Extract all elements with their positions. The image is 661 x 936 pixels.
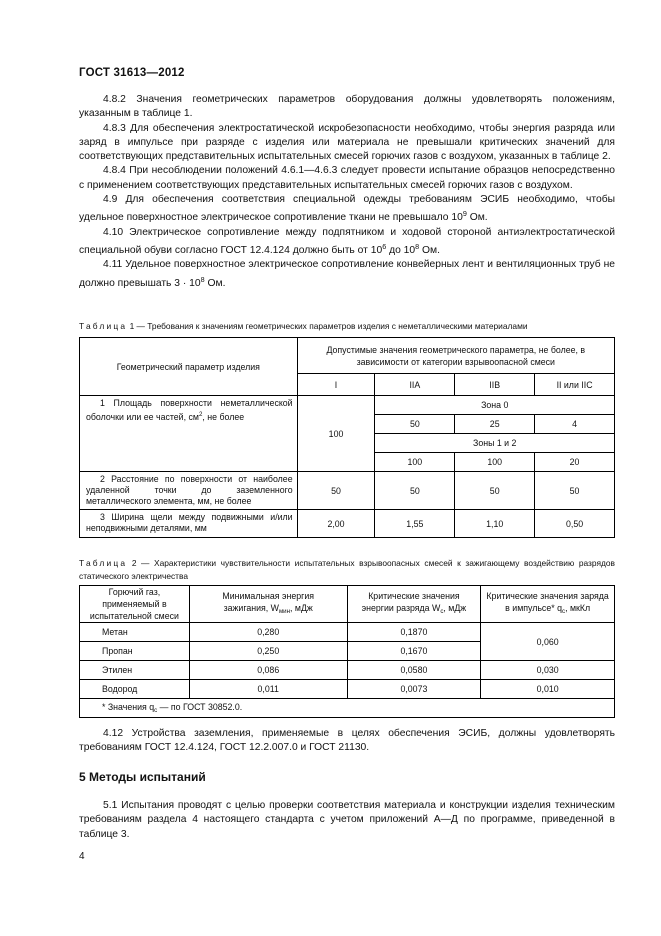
t2-row-q: 0,030 [481,661,615,680]
t1-row3-param: 3 Ширина щели между подвижными и/или неподвижными деталями, мм [80,510,298,538]
clause-4-11: 4.11 Удельное поверхностное электрическое сопротивление конвейерных лент и вентиляционных труб не должно превышать $3 \cdot 10^8$ Ом. [79,259,615,289]
t1-row2-v2: 50 [375,472,455,510]
t2-q-merged: 0,060 [481,623,615,661]
t2-row-q: 0,010 [481,680,615,699]
t1-row1-cat1: 100 [297,396,375,472]
t1-row2-v1: 50 [297,472,375,510]
t1-row2-v3: 50 [455,472,535,510]
t2-head-gas: Горючий газ, применяемый в испытательной смеси [80,586,190,623]
clause-4-12-block [79,727,615,756]
t1-zone0-v3: 4 [535,415,615,434]
t2-row-gas: Метан [80,623,190,642]
table2 [79,585,615,718]
clauses-4-8-to-4-11 [79,93,615,291]
t2-row-gas: Этилен [80,661,190,680]
t1-zone12-v2: 100 [455,453,535,472]
clause-5-1-block [79,799,615,842]
t2-row-w: 0,250 [189,642,347,661]
t1-row1-param: 1 Площадь поверхности неметаллической оболочки или ее частей, $см^2$, не более [80,396,298,472]
t1-cat-4: II или IIC [535,374,615,396]
t2-row-w: 0,280 [189,623,347,642]
t1-zone0-v2: 25 [455,415,535,434]
t2-head-wc: Критические значения энергии разряда $W_c$, мДж [347,586,481,623]
t1-zone12-v3: 20 [535,453,615,472]
page-number: 4 [79,851,85,862]
t2-row-gas: Водород [80,680,190,699]
t1-zone0-v1: 50 [375,415,455,434]
table2-caption: Таблица 2 — Характеристики чувствительности испытательных взрывоопасных смесей к зажигающему воздействию разрядов статического электричества [79,558,615,581]
t1-cat-3: IIB [455,374,535,396]
clause-4-12: 4.12 Устройства заземления, применяемые в целях обеспечения ЭСИБ, должны удовлетворять требованиям ГОСТ 12.4.124, ГОСТ 12.2.007.0 и ГОСТ 21130. [79,728,615,754]
t2-row-w: 0,011 [189,680,347,699]
t2-row-wc: 0,1670 [347,642,481,661]
t2-row-wc: 0,0073 [347,680,481,699]
clause-4-10: 4.10 Электрическое сопротивление между подпятником и ходовой стороной антиэлектростатической специальной обуви согласно ГОСТ 12.4.124 должно быть от $10^6$ до $10^8$ Ом. [79,226,615,256]
table1-caption: Таблица 1 — Требования к значениям геометрических параметров изделия с неметаллическими материалами [79,321,528,331]
t1-row3-v4: 0,50 [535,510,615,538]
t2-row-w: 0,086 [189,661,347,680]
t1-row2-v4: 50 [535,472,615,510]
clause-5-1: 5.1 Испытания проводят с целью проверки соответствия материала и конструкции изделия техническим требованиям раздела 4 настоящего стандарта с учетом приложений А—Д по программе, приведенной в таблице 3. [79,800,615,840]
t1-row3-v3: 1,10 [455,510,535,538]
t1-head-param: Геометрический параметр изделия [80,338,298,396]
t1-zone0-label: Зона 0 [375,396,615,415]
t1-row2-param: 2 Расстояние по поверхности от наиболее удаленной точки до заземленного металлического элемента, мм, не более [80,472,298,510]
clause-4-9: 4.9 Для обеспечения соответствия специальной одежды требованиям ЭСИБ необходимо, чтобы удельное поверхностное электрическое сопротивление ткани не превышало $10^9$ Ом. [79,194,615,224]
section-5-title: 5 Методы испытаний [79,770,206,784]
t1-head-values: Допустимые значения геометрического параметра, не более, в зависимости от категории взрывоопасной смеси [297,338,614,374]
t2-row-wc: 0,0580 [347,661,481,680]
t1-row3-v1: 2,00 [297,510,375,538]
t1-zone12-v1: 100 [375,453,455,472]
clause-4-8-2: 4.8.2 Значения геометрических параметров оборудования должны удовлетворять положениям, указанным в таблице 1. [79,94,615,120]
t2-row-wc: 0,1870 [347,623,481,642]
t2-footnote: * Значения $q_c$ — по ГОСТ 30852.0. [80,699,615,718]
clause-4-8-4: 4.8.4 При несоблюдении положений 4.6.1—4.6.3 следует провести испытание образцов непосредственно с применением соответствующих представительных испытательных смесей горючих газов с воздухом. [79,165,615,191]
t1-zone12-label: Зоны 1 и 2 [375,434,615,453]
t1-cat-1: I [297,374,375,396]
table1 [79,337,615,538]
t1-cat-2: IIA [375,374,455,396]
t2-head-q: Критические значения заряда в импульсе* $q_c$, мкКл [481,586,615,623]
t1-row3-v2: 1,55 [375,510,455,538]
document-header: ГОСТ 31613—2012 [79,67,185,79]
clause-4-8-3: 4.8.3 Для обеспечения электростатической искробезопасности необходимо, чтобы энергия разряда или заряд в импульсе при разряде с изделия или материала не превышали критических значений для соответствующих представительных испытательных смесей горючих газов с воздухом, указанных в таблице 2. [79,122,615,163]
t2-row-gas: Пропан [80,642,190,661]
t2-head-wmin: Минимальная энергия зажигания, $W_{мин}$, мДж [189,586,347,623]
